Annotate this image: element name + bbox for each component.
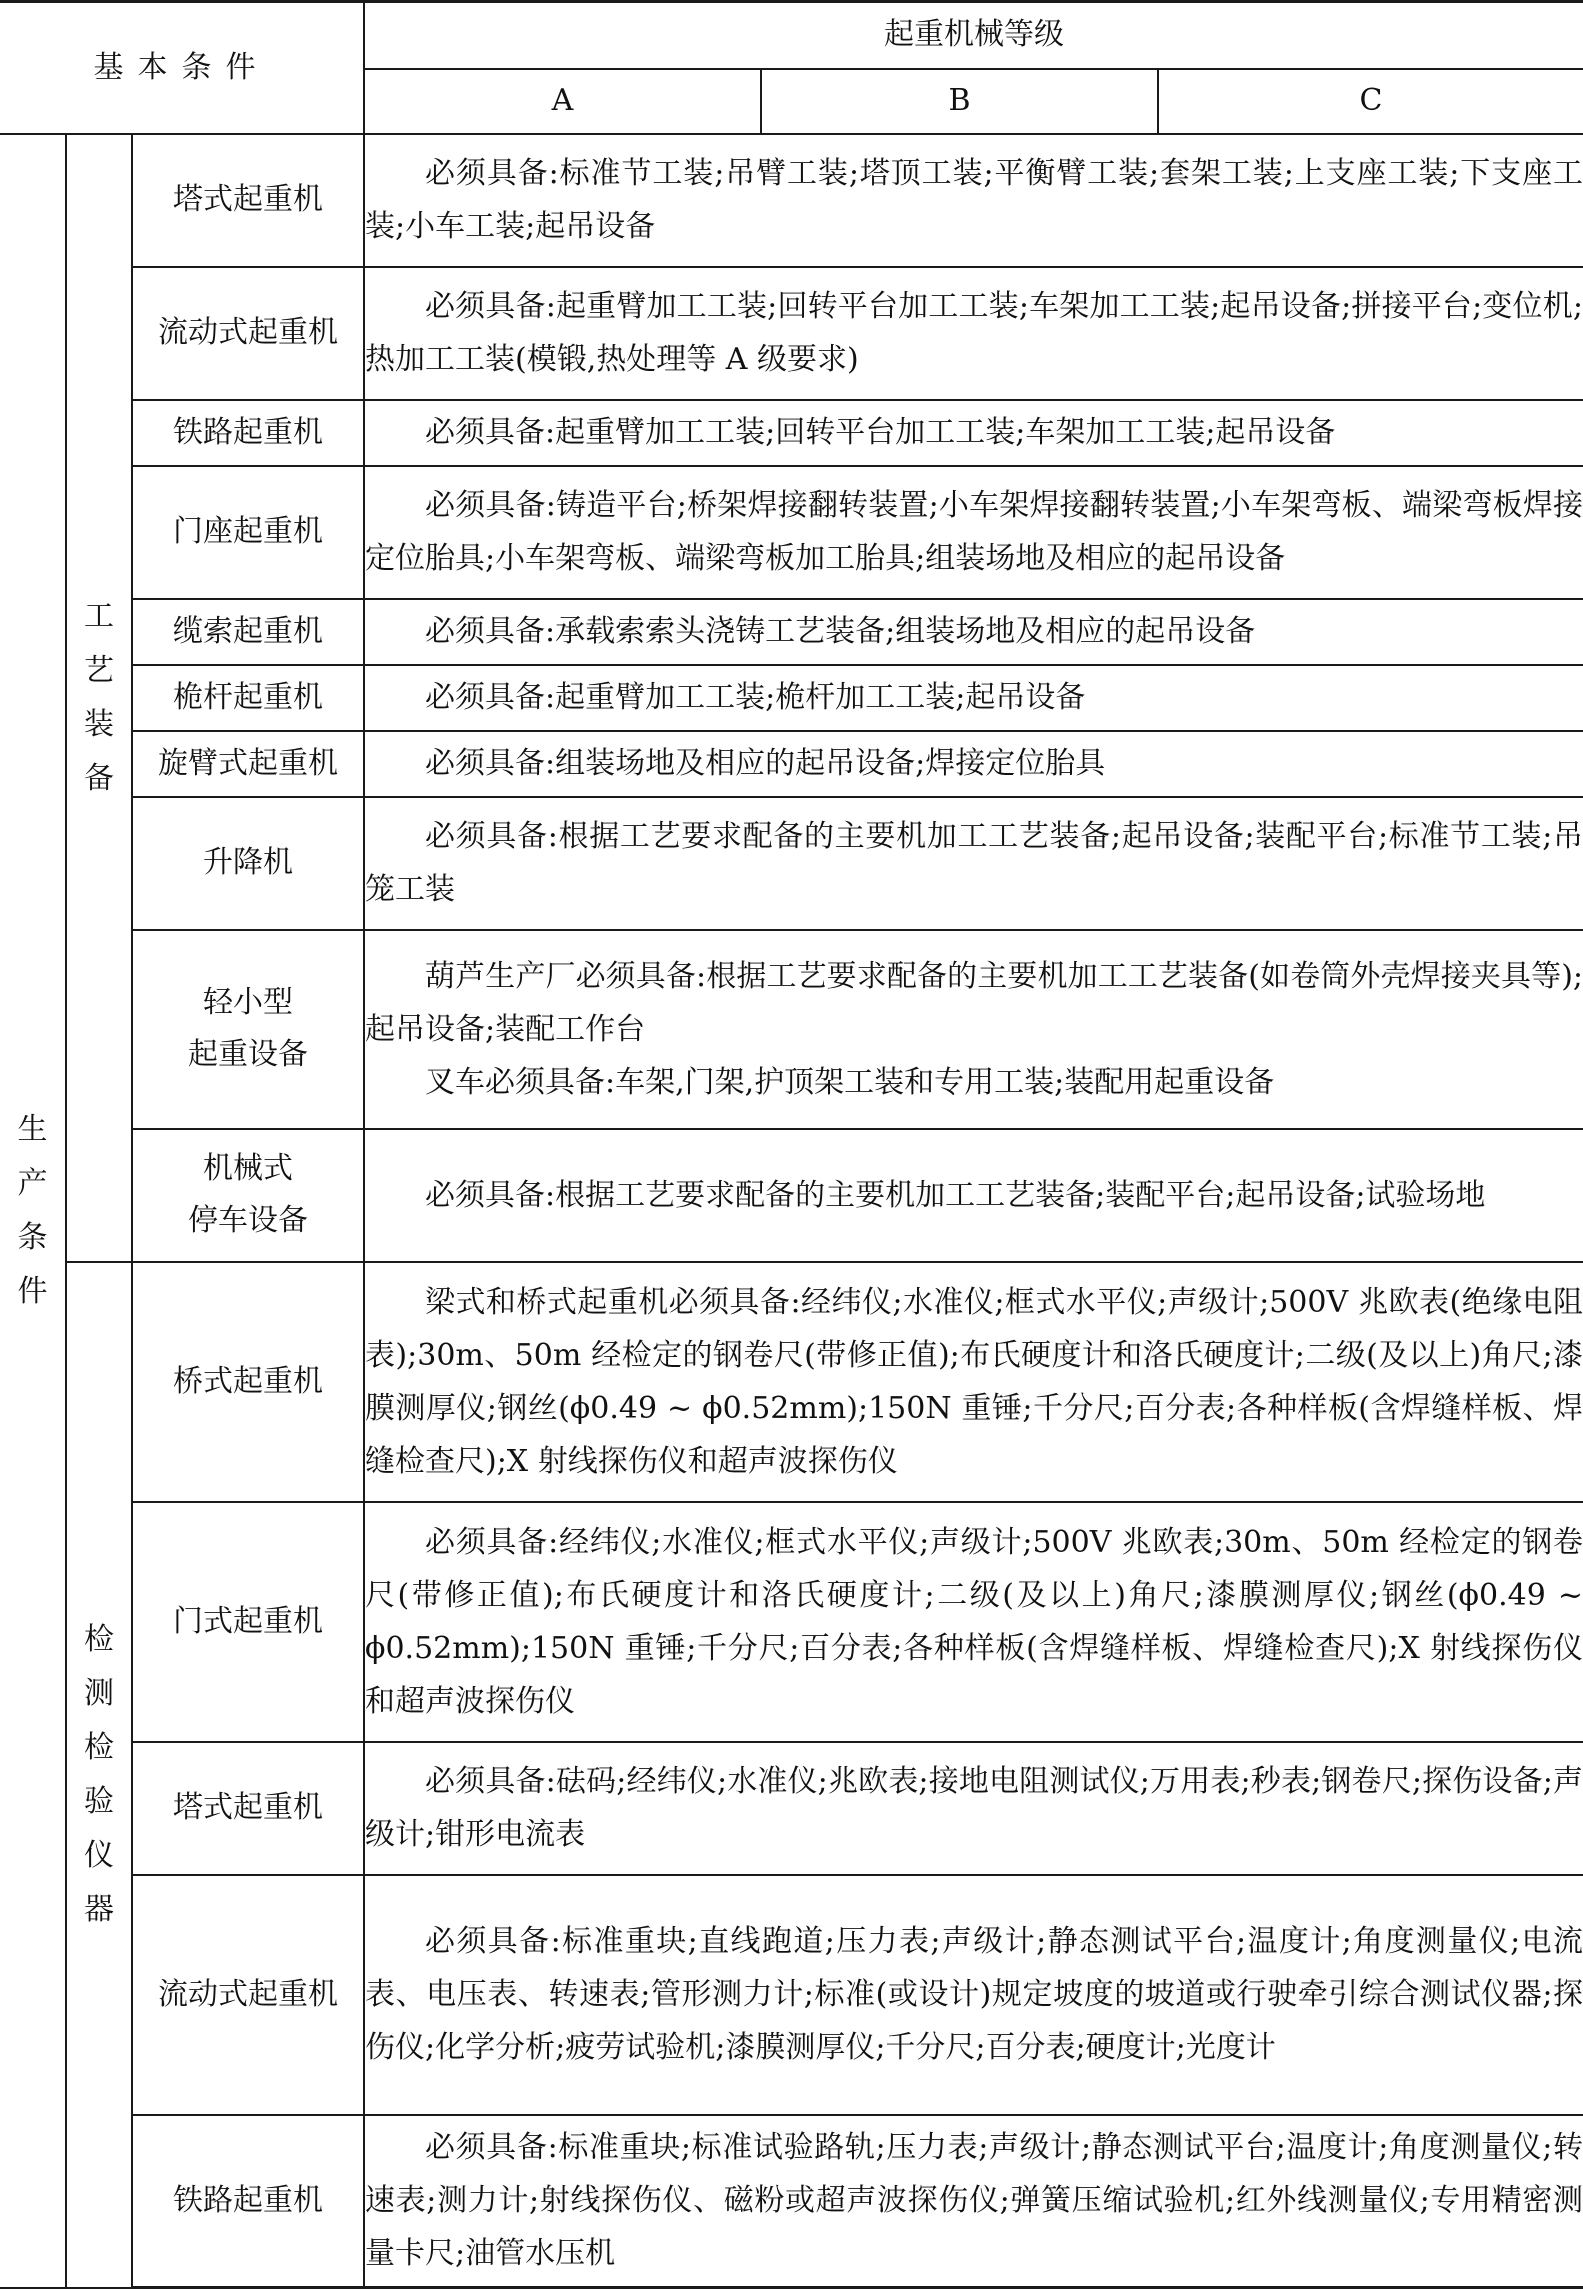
vertical-glyph: 生 <box>17 1111 48 1147</box>
requirement-cell <box>364 267 1583 400</box>
requirement-text: 必须具备:承载索索头浇铸工艺装备;组装场地及相应的起吊设备 <box>425 614 1256 649</box>
requirement-cell <box>364 1129 1583 1262</box>
machine-name: 桅杆起重机 <box>173 679 323 715</box>
requirement-text: 葫芦生产厂必须具备:根据工艺要求配备的主要机加工工艺装备(如卷筒外壳焊接夹具等);起吊设备;装配工作台 <box>365 958 1583 1047</box>
requirement-cell <box>364 1262 1583 1502</box>
machine-name: 流动式起重机 <box>158 1976 338 2012</box>
machine-name: 缆索起重机 <box>173 613 323 649</box>
machine-name: 塔式起重机 <box>173 1790 323 1825</box>
requirement-text: 必须具备:砝码;经纬仪;水准仪;兆欧表;接地电阻测试仪;万用表;秒表;钢卷尺;探伤设备;声级计;钳形电流表 <box>365 1764 1583 1852</box>
vertical-glyph: 测 <box>84 1675 114 1711</box>
table-row <box>0 1262 1583 1502</box>
vertical-glyph: 工 <box>84 598 114 634</box>
header-grade-c: C <box>1158 69 1583 134</box>
vertical-glyph: 件 <box>17 1273 48 1309</box>
requirement-cell <box>364 665 1583 731</box>
table-row <box>0 930 1583 1129</box>
table-row <box>0 731 1583 797</box>
table-row <box>0 1742 1583 1875</box>
machine-name: 机械式 <box>203 1151 293 1186</box>
vertical-glyph: 检 <box>84 1621 114 1657</box>
machine-name-cell <box>132 134 364 267</box>
machine-name: 停车设备 <box>188 1203 308 1238</box>
table-row <box>0 267 1583 400</box>
machine-name: 铁路起重机 <box>173 2182 323 2218</box>
vertical-glyph: 条 <box>17 1219 48 1255</box>
header-grade-title: 起重机械等级 <box>364 2 1583 69</box>
requirement-cell <box>364 400 1583 466</box>
vertical-glyph: 验 <box>84 1783 114 1819</box>
machine-name: 门座起重机 <box>173 514 323 549</box>
machine-name-cell <box>132 267 364 400</box>
machine-name-cell <box>132 466 364 599</box>
header-grade-a: A <box>364 69 761 134</box>
requirement-cell <box>364 1875 1583 2115</box>
requirement-text: 必须具备:标准重块;直线跑道;压力表;声级计;静态测试平台;温度计;角度测量仪;电流表、电压表、转速表;管形测力计;标准(或设计)规定坡度的坡道或行驶牵引综合测试仪器;探伤仪;化学分析;疲劳试验机;漆膜测厚仪;千分尺;百分表;硬度计;光度计 <box>365 1924 1583 2065</box>
machine-name: 升降机 <box>203 845 293 880</box>
machine-name: 起重设备 <box>188 1037 308 1072</box>
machine-name-cell <box>132 731 364 797</box>
requirement-text: 必须具备:起重臂加工工装;桅杆加工工装;起吊设备 <box>425 680 1086 715</box>
requirement-cell <box>364 1502 1583 1742</box>
machine-name: 门式起重机 <box>173 1603 323 1639</box>
vertical-glyph: 艺 <box>84 652 114 688</box>
table-row <box>0 797 1583 930</box>
machine-name-cell <box>132 930 364 1129</box>
vertical-glyph: 备 <box>84 760 114 796</box>
requirement-text: 必须具备:起重臂加工工装;回转平台加工工装;车架加工工装;起吊设备 <box>425 415 1336 450</box>
requirement-text: 必须具备:根据工艺要求配备的主要机加工工艺装备;装配平台;起吊设备;试验场地 <box>425 1177 1486 1213</box>
vertical-glyph: 仪 <box>84 1837 114 1873</box>
table-row <box>0 134 1583 267</box>
requirement-cell <box>364 599 1583 665</box>
machine-name: 旋臂式起重机 <box>158 745 338 781</box>
vertical-glyph: 装 <box>84 706 114 742</box>
machine-name-cell <box>132 665 364 731</box>
requirement-cell <box>364 797 1583 930</box>
requirement-text: 必须具备:根据工艺要求配备的主要机加工工艺装备;起吊设备;装配平台;标准节工装;吊笼工装 <box>365 819 1583 907</box>
requirement-cell <box>364 466 1583 599</box>
requirement-text: 必须具备:经纬仪;水准仪;框式水平仪;声级计;500V 兆欧表;30m、50m 经检定的钢卷尺(带修正值);布氏硬度计和洛氏硬度计;二级(及以上)角尺;漆膜测厚仪;钢丝(ϕ0.49 ~ ϕ0.52mm);150N 重锤;千分尺;百分表;各种样板(含焊缝样板、焊缝检查尺);X 射线探伤仪和超声波探伤仪 <box>365 1524 1583 1719</box>
requirement-cell <box>364 930 1583 1129</box>
group-inspection-instruments <box>66 1262 132 2288</box>
vertical-glyph: 器 <box>84 1891 114 1927</box>
machine-name-cell <box>132 1742 364 1875</box>
machine-name-cell <box>132 1262 364 1502</box>
category-production-conditions <box>0 134 66 2288</box>
machine-name: 桥式起重机 <box>173 1363 323 1399</box>
table-row <box>0 400 1583 466</box>
table-row <box>0 1129 1583 1262</box>
requirement-text: 必须具备:标准重块;标准试验路轨;压力表;声级计;静态测试平台;温度计;角度测量仪;转速表;测力计;射线探伤仪、磁粉或超声波探伤仪;弹簧压缩试验机;红外线测量仪;专用精密测量卡尺;油管水压机 <box>365 2130 1583 2272</box>
table-row <box>0 466 1583 599</box>
table-row <box>0 1502 1583 1742</box>
vertical-glyph: 产 <box>17 1165 48 1201</box>
machine-name-cell <box>132 2115 364 2288</box>
machine-name-cell <box>132 1502 364 1742</box>
machine-name: 铁路起重机 <box>173 414 323 450</box>
machine-name-cell <box>132 599 364 665</box>
requirement-text: 梁式和桥式起重机必须具备:经纬仪;水准仪;框式水平仪;声级计;500V 兆欧表(绝缘电阻表);30m、50m 经检定的钢卷尺(带修正值);布氏硬度计和洛氏硬度计;二级(及以上)角尺;漆膜测厚仪;钢丝(ϕ0.49 ~ ϕ0.52mm);150N 重锤;千分尺;百分表;各种样板(含焊缝样板、焊缝检查尺);X 射线探伤仪和超声波探伤仪 <box>365 1284 1583 1479</box>
header-basic-conditions: 基本条件 <box>0 2 364 134</box>
table-row <box>0 2115 1583 2288</box>
requirement-text: 叉车必须具备:车架,门架,护顶架工装和专用工装;装配用起重设备 <box>425 1064 1275 1100</box>
requirement-cell <box>364 731 1583 797</box>
requirement-cell <box>364 134 1583 267</box>
table-row <box>0 665 1583 731</box>
requirement-text: 必须具备:起重臂加工工装;回转平台加工工装;车架加工工装;起吊设备;拼接平台;变位机;热加工工装(模锻,热处理等 A 级要求) <box>365 289 1583 377</box>
table-row <box>0 1875 1583 2115</box>
requirement-cell <box>364 1742 1583 1875</box>
requirement-text: 必须具备:组装场地及相应的起吊设备;焊接定位胎具 <box>425 746 1106 781</box>
machine-name-cell <box>132 400 364 466</box>
requirement-text: 必须具备:标准节工装;吊臂工装;塔顶工装;平衡臂工装;套架工装;上支座工装;下支座工装;小车工装;起吊设备 <box>365 156 1583 244</box>
group-process-equipment <box>66 134 132 1262</box>
machine-name-cell <box>132 1129 364 1262</box>
machine-name-cell <box>132 797 364 930</box>
machine-name-cell <box>132 1875 364 2115</box>
header-grade-b: B <box>761 69 1158 134</box>
machine-name: 流动式起重机 <box>158 315 338 350</box>
table-row <box>0 599 1583 665</box>
requirement-text: 必须具备:铸造平台;桥架焊接翻转装置;小车架焊接翻转装置;小车架弯板、端梁弯板焊接定位胎具;小车架弯板、端梁弯板加工胎具;组装场地及相应的起吊设备 <box>365 488 1583 576</box>
machine-name: 塔式起重机 <box>173 182 323 217</box>
requirement-cell <box>364 2115 1583 2288</box>
vertical-glyph: 检 <box>84 1729 114 1765</box>
machine-name: 轻小型 <box>203 985 293 1020</box>
